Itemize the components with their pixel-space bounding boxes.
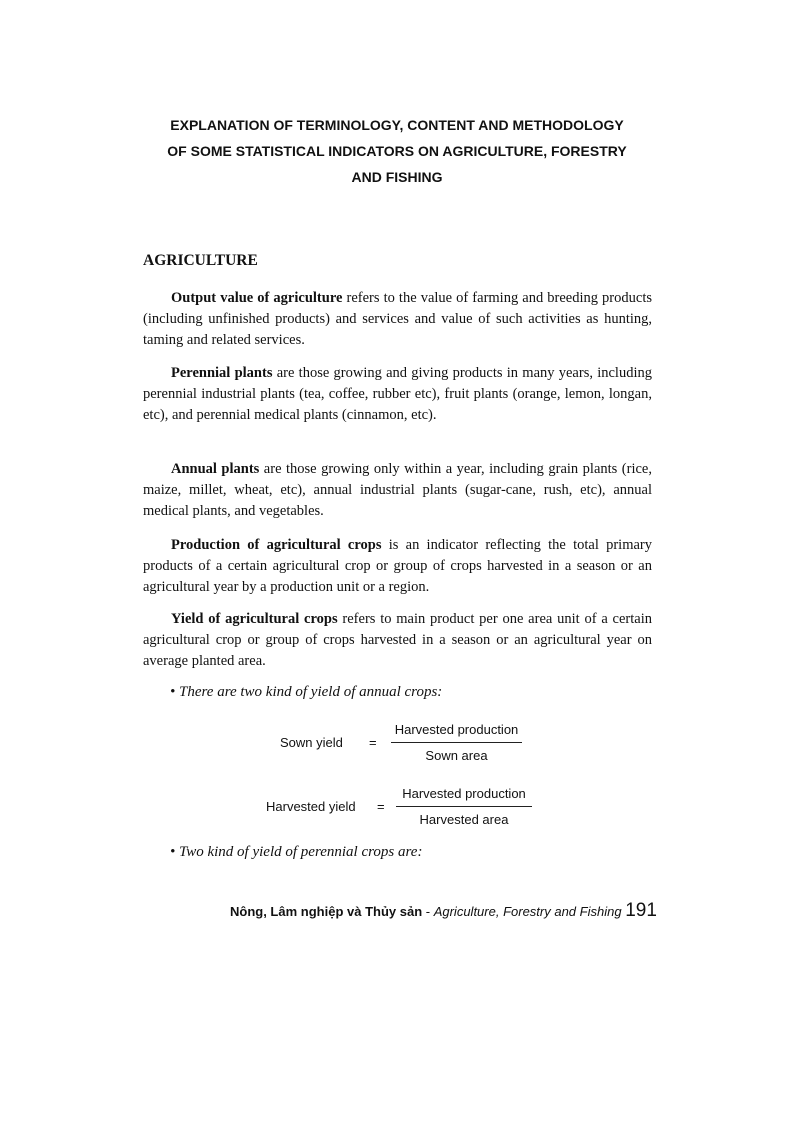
page-footer [230, 900, 657, 922]
formula-harvested-denominator: Harvested area [419, 812, 509, 827]
formula-sown-equals: = [369, 735, 377, 750]
definition-annual-plants: are those growing only within a year, including grain plants (rice, maize, millet, wheat, etc), annual industrial plants (sugar-cane, rush, etc), annual medical plants, and vegetables. [143, 461, 652, 519]
paragraph-output-value [143, 288, 652, 351]
definition-output-value: refers to the value of farming and breeding products (including unfinished products) and services and value of such activities as hunting, taming and related services. [143, 290, 652, 348]
footer-vietnamese-title: Nông, Lâm nghiệp và Thủy sản [230, 904, 423, 919]
footer-separator: - [422, 904, 434, 919]
formula-sown-numerator: Harvested production [394, 722, 519, 737]
term-yield: Yield of agricultural crops [171, 611, 338, 627]
bullet-annual-yield: • There are two kind of yield of annual crops: [170, 684, 443, 700]
paragraph-production [143, 535, 652, 598]
title-line-3: AND FISHING [351, 169, 443, 185]
footer-english-title: Agriculture, Forestry and Fishing [433, 904, 622, 919]
fraction-bar [391, 742, 522, 743]
paragraph-perennial-plants [143, 363, 652, 426]
formula-harvested-numerator: Harvested production [402, 786, 526, 801]
definition-perennial-plants: are those growing and giving products in many years, including perennial industrial plants (tea, coffee, rubber etc), fruit plants (orange, lemon, longan, etc), and perennial medical plants (cinnamon, etc). [143, 365, 652, 423]
bullet-perennial-yield: • Two kind of yield of perennial crops are: [170, 844, 423, 860]
page-number: 191 [625, 900, 657, 921]
fraction-bar [396, 806, 532, 807]
definition-yield: refers to main product per one area unit of a certain agricultural crop or group of crops harvested in a season or an agricultural year on average planted area. [143, 611, 652, 669]
formula-harvested-equals: = [377, 799, 385, 814]
term-perennial-plants: Perennial plants [171, 365, 273, 381]
section-heading: AGRICULTURE [143, 252, 258, 269]
title-line-2: OF SOME STATISTICAL INDICATORS ON AGRICULTURE, FORESTRY [167, 143, 627, 159]
term-output-value: Output value of agriculture [171, 290, 343, 306]
term-production: Production of agricultural crops [171, 537, 382, 553]
formula-sown-lhs: Sown yield [280, 735, 343, 750]
formula-sown-denominator: Sown area [425, 748, 488, 763]
formula-harvested-lhs: Harvested yield [266, 799, 356, 814]
definition-production: is an indicator reflecting the total primary products of a certain agricultural crop or group of crops harvested in a season or an agricultural year by a production unit or a region. [143, 537, 652, 595]
term-annual-plants: Annual plants [171, 461, 260, 477]
paragraph-yield [143, 609, 652, 672]
page-title [143, 112, 651, 190]
paragraph-annual-plants [143, 459, 652, 522]
title-line-1: EXPLANATION OF TERMINOLOGY, CONTENT AND METHODOLOGY [170, 117, 624, 133]
